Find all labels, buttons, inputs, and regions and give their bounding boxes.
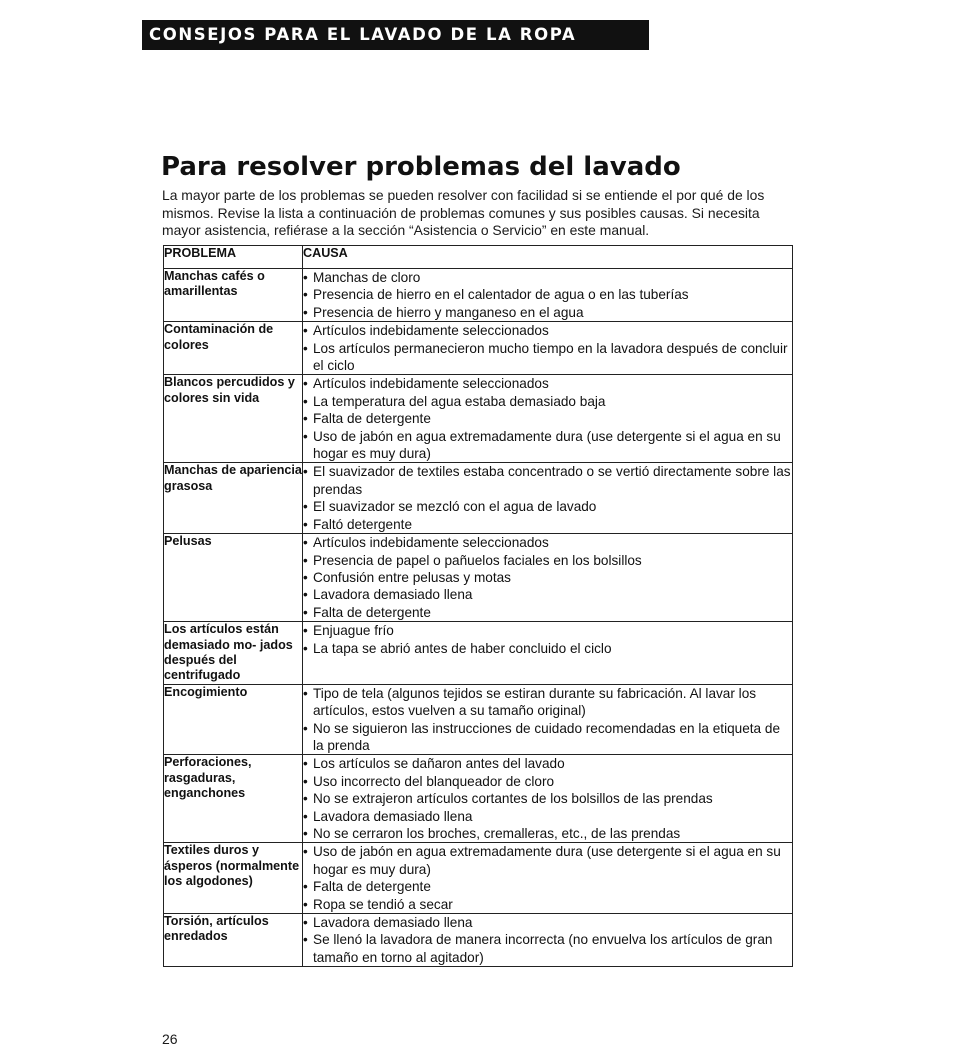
cause-cell xyxy=(303,463,793,534)
cause-item: • El suavizador de textiles estaba concentrado o se vertió directamente sobre las prendas xyxy=(303,463,792,498)
cause-item: • Tipo de tela (algunos tejidos se estiran durante su fabricación. Al lavar los artículos, estos vuelven a su tamaño original) xyxy=(303,685,792,720)
cause-item: • Los artículos permanecieron mucho tiempo en la lavadora después de concluir el ciclo xyxy=(303,340,792,375)
cause-cell xyxy=(303,322,793,375)
cause-item: • Uso de jabón en agua extremadamente dura (use detergente si el agua en su hogar es muy dura) xyxy=(303,428,792,463)
problem-cell: Manchas cafés o amarillentas xyxy=(164,269,303,322)
intro-paragraph: La mayor parte de los problemas se pueden resolver con facilidad si se entiende el por qué de los mismos. Revise la lista a continuación de problemas comunes y sus posibles causas. Si necesita mayor asistencia, refiérase a la sección “Asistencia o Servicio” en este manual. xyxy=(162,187,765,238)
section-banner: CONSEJOS PARA EL LAVADO DE LA ROPA xyxy=(142,20,649,50)
problem-cell: Manchas de apariencia grasosa xyxy=(164,463,303,534)
cause-list xyxy=(303,622,792,657)
cause-list xyxy=(303,914,792,966)
problem-cell: Los artículos están demasiado mo- jados después del centrifugado xyxy=(164,622,303,685)
table-body xyxy=(164,269,793,967)
table-row xyxy=(164,463,793,534)
cause-item: • Presencia de hierro en el calentador de agua o en las tuberías xyxy=(303,286,792,303)
cause-list xyxy=(303,375,792,462)
table-row xyxy=(164,684,793,755)
cause-cell xyxy=(303,914,793,967)
table-row xyxy=(164,534,793,622)
cause-list xyxy=(303,534,792,621)
troubleshooting-table xyxy=(163,245,793,967)
table-row xyxy=(164,375,793,463)
cause-cell xyxy=(303,684,793,755)
cause-list xyxy=(303,755,792,842)
cause-item: • Artículos indebidamente seleccionados xyxy=(303,322,792,339)
column-header-cause: CAUSA xyxy=(303,246,793,269)
cause-item: • Lavadora demasiado llena xyxy=(303,914,792,931)
table-row xyxy=(164,269,793,322)
cause-item: • El suavizador se mezcló con el agua de lavado xyxy=(303,498,792,515)
problem-cell: Blancos percudidos y colores sin vida xyxy=(164,375,303,463)
cause-list xyxy=(303,843,792,913)
table-row xyxy=(164,843,793,914)
table-header-row xyxy=(164,246,793,269)
cause-list xyxy=(303,685,792,755)
problem-cell: Textiles duros y ásperos (normalmente los algodones) xyxy=(164,843,303,914)
problem-cell: Pelusas xyxy=(164,534,303,622)
cause-item: • No se cerraron los broches, cremalleras, etc., de las prendas xyxy=(303,825,792,842)
cause-cell xyxy=(303,269,793,322)
cause-item: • Manchas de cloro xyxy=(303,269,792,286)
cause-cell xyxy=(303,622,793,685)
cause-item: • Falta de detergente xyxy=(303,604,792,621)
table-row xyxy=(164,322,793,375)
table-row xyxy=(164,622,793,685)
page-title: Para resolver problemas del lavado xyxy=(161,152,681,182)
cause-item: • Los artículos se dañaron antes del lavado xyxy=(303,755,792,772)
column-header-problem: PROBLEMA xyxy=(164,246,303,269)
cause-item: • Uso incorrecto del blanqueador de cloro xyxy=(303,773,792,790)
cause-cell xyxy=(303,534,793,622)
cause-list xyxy=(303,463,792,533)
cause-item: • Artículos indebidamente seleccionados xyxy=(303,375,792,392)
cause-item: • Presencia de hierro y manganeso en el agua xyxy=(303,304,792,321)
table-row xyxy=(164,914,793,967)
cause-item: • La tapa se abrió antes de haber concluido el ciclo xyxy=(303,640,792,657)
problem-cell: Perforaciones, rasgaduras, enganchones xyxy=(164,755,303,843)
cause-item: • No se extrajeron artículos cortantes de los bolsillos de las prendas xyxy=(303,790,792,807)
cause-item: • Artículos indebidamente seleccionados xyxy=(303,534,792,551)
cause-item: • Ropa se tendió a secar xyxy=(303,896,792,913)
cause-item: • Lavadora demasiado llena xyxy=(303,808,792,825)
cause-item: • Presencia de papel o pañuelos faciales en los bolsillos xyxy=(303,552,792,569)
cause-item: • Uso de jabón en agua extremadamente dura (use detergente si el agua en su hogar es muy dura) xyxy=(303,843,792,878)
cause-list xyxy=(303,269,792,321)
cause-item: • No se siguieron las instrucciones de cuidado recomendadas en la etiqueta de la prenda xyxy=(303,720,792,755)
cause-cell xyxy=(303,843,793,914)
cause-item: • Enjuague frío xyxy=(303,622,792,639)
cause-cell xyxy=(303,755,793,843)
cause-item: • Faltó detergente xyxy=(303,516,792,533)
table-row xyxy=(164,755,793,843)
cause-cell xyxy=(303,375,793,463)
cause-item: • La temperatura del agua estaba demasiado baja xyxy=(303,393,792,410)
cause-item: • Confusión entre pelusas y motas xyxy=(303,569,792,586)
cause-item: • Lavadora demasiado llena xyxy=(303,586,792,603)
cause-item: • Se llenó la lavadora de manera incorrecta (no envuelva los artículos de gran tamaño en torno al agitador) xyxy=(303,931,792,966)
problem-cell: Contaminación de colores xyxy=(164,322,303,375)
problem-cell: Torsión, artículos enredados xyxy=(164,914,303,967)
cause-list xyxy=(303,322,792,374)
page-number: 26 xyxy=(162,1031,178,1047)
cause-item: • Falta de detergente xyxy=(303,410,792,427)
cause-item: • Falta de detergente xyxy=(303,878,792,895)
problem-cell: Encogimiento xyxy=(164,684,303,755)
